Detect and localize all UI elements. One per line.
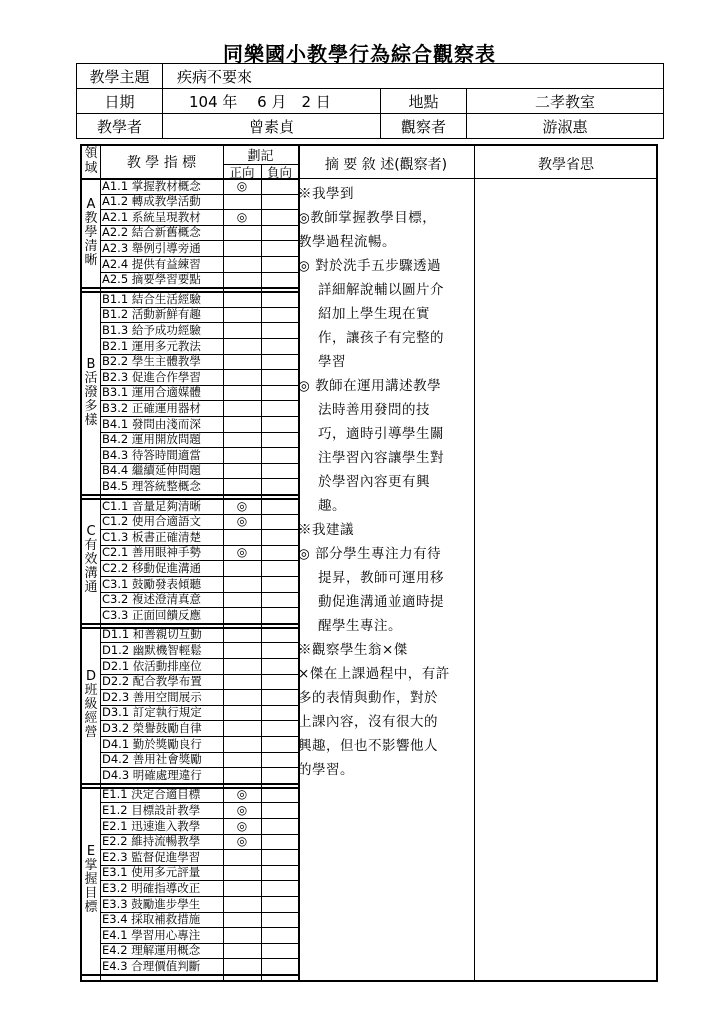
note-line: 巧，適時引導學生關: [318, 426, 444, 442]
indicator-label: B2.2 學生主體教學: [102, 354, 201, 369]
note-line: 提昇，教師可運用移: [318, 570, 444, 586]
indicator-label: A2.1 系統呈現教材: [102, 209, 201, 224]
domain-label: E掌握目標: [84, 844, 98, 916]
header-table: [76, 63, 664, 139]
page-title: 同樂國小教學行為綜合觀察表: [223, 42, 496, 66]
indicator-label: A1.2 轉成教學活動: [102, 194, 201, 209]
indicator-label: E3.3 鼓勵進步學生: [102, 896, 201, 911]
indicator-label: C1.1 音量足夠清晰: [102, 498, 201, 513]
note-line: ◎ 部分學生專注力有待: [298, 546, 442, 562]
note-line: ×傑在上課過程中，有許: [298, 666, 450, 682]
domain-label: C有效溝通: [84, 524, 98, 596]
indicator-label: B4.3 待答時間適當: [102, 447, 201, 462]
note-line: 紹加上學生現在實: [318, 306, 430, 322]
note-line: 趣。: [318, 498, 346, 514]
col-reflection: 教學省思: [538, 157, 594, 173]
indicator-label: E2.3 監督促進學習: [102, 849, 201, 864]
indicator-label: B1.2 活動新鮮有趣: [102, 307, 201, 322]
group-divider: [82, 783, 298, 785]
domain-label: D班級經營: [84, 668, 98, 740]
teacher-label: 教學者: [77, 114, 163, 138]
col-domain: 領域: [84, 146, 98, 176]
note-line: 的學習。: [298, 762, 354, 778]
note-line: ※我建議: [298, 522, 354, 538]
indicator-label: A1.1 掌握教材概念: [102, 178, 201, 193]
note-line: ※觀察學生翁×傑: [298, 642, 408, 658]
indicator-label: E4.3 合理價值判斷: [102, 958, 201, 973]
note-line: 注學習內容讓學生對: [318, 450, 444, 466]
col-negative: 負向: [266, 165, 292, 180]
positive-mark: ◎: [236, 802, 248, 817]
col-indicator: 教 學 指 標: [126, 155, 197, 171]
indicator-label: E3.4 採取補救措施: [102, 912, 201, 927]
note-line: ※我學到: [298, 186, 354, 202]
domain-label: A教學清晰: [84, 196, 98, 268]
positive-mark: ◎: [236, 818, 248, 833]
positive-mark: ◎: [236, 209, 248, 224]
note-line: ◎ 對於洗手五步驟透過: [298, 258, 442, 274]
note-line: 多的表情與動作，對於: [298, 690, 438, 706]
indicator-label: C3.3 正面回饋反應: [102, 607, 201, 622]
note-line: 動促進溝通並適時提: [318, 594, 444, 610]
group-divider: [82, 494, 298, 496]
indicator-label: D1.1 和善親切互動: [102, 627, 202, 642]
indicator-label: B1.3 給予成功經驗: [102, 322, 201, 337]
positive-mark: ◎: [236, 498, 248, 513]
indicator-label: E2.2 維持流暢教學: [102, 834, 201, 849]
positive-mark: ◎: [236, 834, 248, 849]
header-row-teacher: [77, 114, 663, 139]
note-line: 學習: [318, 354, 346, 370]
indicator-label: D2.1 依活動排座位: [102, 658, 202, 673]
group-divider: [82, 287, 298, 289]
indicator-label: B1.1 結合生活經驗: [102, 291, 201, 306]
indicator-label: C2.2 移動促進溝通: [102, 560, 201, 575]
indicator-label: D2.2 配合教學布置: [102, 674, 202, 689]
note-line: ◎ 教師在運用講述教學: [298, 378, 442, 394]
date-value: 104 年 6 月 2 日: [163, 89, 381, 113]
indicator-label: E2.1 迅速進入教學: [102, 818, 201, 833]
indicator-label: D3.1 訂定執行規定: [102, 705, 202, 720]
topic-value: 疾病不要來: [177, 67, 253, 86]
note-line: ◎教師掌握教學目標，: [298, 210, 437, 226]
indicator-label: B3.2 正確運用器材: [102, 400, 201, 415]
note-line: 興趣，但也不影響他人: [298, 738, 438, 754]
domain-label: B活潑多樣: [84, 356, 98, 428]
indicator-label: C2.1 善用眼神手勢: [102, 545, 201, 560]
note-line: 教學過程流暢。: [298, 234, 396, 250]
indicator-label: E1.1 決定合適目標: [102, 787, 201, 802]
indicator-label: A2.5 摘要學習要點: [102, 272, 201, 287]
indicator-label: A2.3 舉例引導旁通: [102, 240, 201, 255]
indicator-label: C1.3 板書正確清楚: [102, 529, 201, 544]
divider: [474, 146, 475, 980]
indicator-label: E3.1 使用多元評量: [102, 865, 201, 880]
indicator-label: D4.2 善用社會獎勵: [102, 752, 202, 767]
indicator-label: C1.2 使用合適語文: [102, 514, 201, 529]
indicator-label: D3.2 榮譽鼓勵自律: [102, 720, 202, 735]
observer-value: 游淑惠: [542, 117, 588, 136]
indicator-label: B2.1 運用多元教法: [102, 338, 201, 353]
indicator-label: B3.1 運用合適媒體: [102, 385, 201, 400]
indicator-label: D1.2 幽默機智輕鬆: [102, 642, 202, 657]
positive-mark: ◎: [236, 545, 248, 560]
observer-notes: [298, 182, 468, 782]
indicator-label: B4.4 繼續延伸問題: [102, 463, 201, 478]
group-divider: [82, 974, 298, 976]
header-row-topic: [77, 64, 663, 89]
topic-label: 教學主題: [77, 64, 163, 88]
observer-label: 觀察者: [381, 114, 467, 138]
col-positive: 正向: [229, 165, 255, 180]
indicator-label: B2.3 促進合作學習: [102, 369, 201, 384]
place-value: 二孝教室: [534, 92, 595, 111]
indicator-label: D4.3 明確處理違行: [102, 767, 202, 782]
indicator-label: E4.1 學習用心專注: [102, 927, 201, 942]
indicator-label: D2.3 善用空間展示: [102, 689, 202, 704]
note-line: 作，讓孩子有完整的: [318, 330, 444, 346]
header-row-date: [77, 89, 663, 114]
note-line: 上課內容，沒有很大的: [298, 714, 438, 730]
note-line: 於學習內容更有興: [318, 474, 430, 490]
indicator-label: B4.5 理答統整概念: [102, 478, 201, 493]
indicator-label: C3.1 鼓勵發表傾聽: [102, 576, 201, 591]
indicator-label: E4.2 理解運用概念: [102, 943, 201, 958]
positive-mark: ◎: [236, 514, 248, 529]
indicator-label: B4.2 運用開放問題: [102, 432, 201, 447]
indicator-label: E3.2 明確指導改正: [102, 880, 201, 895]
date-label: 日期: [77, 89, 163, 113]
col-summary: 摘 要 敘 述(觀察者): [324, 157, 448, 173]
indicator-label: A2.4 提供有益練習: [102, 256, 201, 271]
col-check: 劃記: [247, 149, 274, 164]
indicator-label: B4.1 發問由淺而深: [102, 416, 201, 431]
indicator-label: D4.1 勤於獎勵良行: [102, 736, 202, 751]
indicator-label: C3.2 複述澄清真意: [102, 592, 201, 607]
place-label: 地點: [381, 89, 467, 113]
observation-table: [80, 144, 658, 982]
note-line: 法時善用發問的技: [318, 402, 430, 418]
indicator-label: A2.2 結合新舊概念: [102, 225, 201, 240]
positive-mark: ◎: [236, 178, 248, 193]
group-divider: [82, 623, 298, 625]
indicator-label: E1.2 目標設計教學: [102, 802, 201, 817]
note-line: 詳細解說輔以圖片介: [318, 282, 444, 298]
divider: [298, 178, 658, 179]
positive-mark: ◎: [236, 787, 248, 802]
teacher-value: 曾素貞: [163, 114, 381, 138]
note-line: 醒學生專注。: [318, 618, 402, 634]
